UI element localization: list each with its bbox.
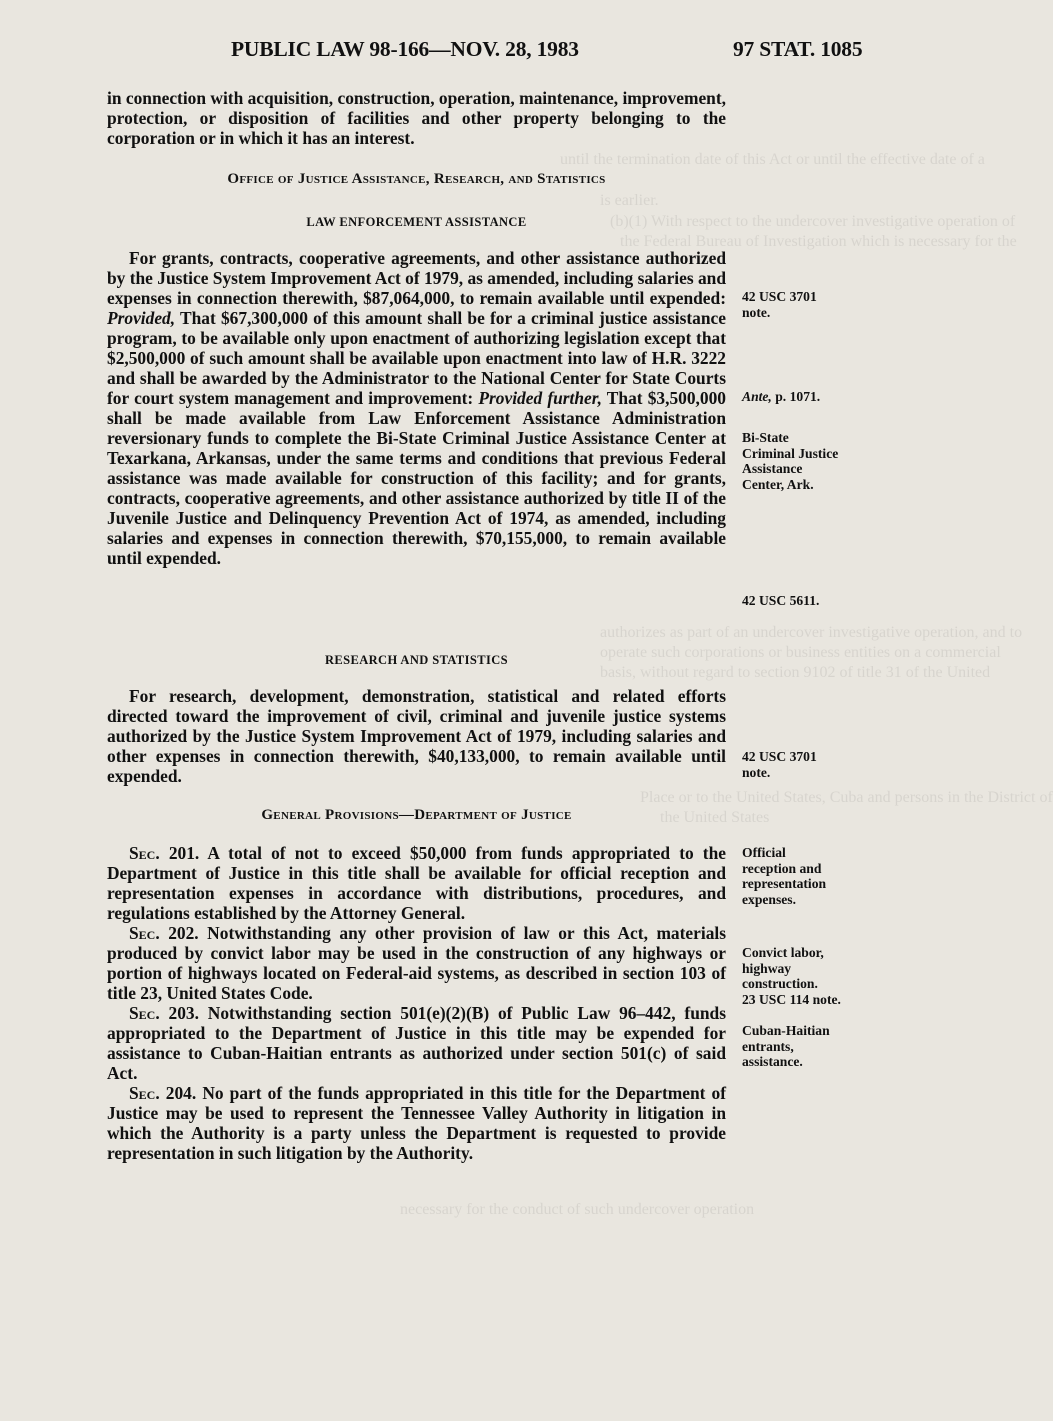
section-label: Sec. 204.	[129, 1083, 197, 1103]
margin-note-line: Assistance	[742, 461, 803, 476]
section-204	[107, 1083, 726, 1163]
bleed-through-line: the United States	[660, 809, 770, 826]
bleed-through-line: basis, without regard to section 9102 of title 31 of the United	[600, 664, 991, 681]
margin-note-convict-labor	[742, 945, 877, 1007]
section-text: A total of not to exceed $50,000 from funds appropriated to the Department of Justice in this title shall be available for official reception and representation expenses in accordance with distributions, procedures, and regulations established by the Attorney General.	[107, 843, 726, 923]
margin-note-line: Center, Ark.	[742, 476, 814, 492]
margin-note-line: entrants,	[742, 1038, 794, 1054]
law-enforcement-paragraph	[107, 248, 726, 568]
margin-note-line: note.	[742, 764, 771, 780]
margin-note-line: construction.	[742, 976, 818, 991]
section-text: No part of the funds appropriated in this title for the Department of Justice may be used to represent the Tennessee Valley Authority in litigation in which the Authority is a party unless the Department is requested to provide representation in such litigation by the Authority.	[107, 1083, 726, 1163]
margin-note-official-reception	[742, 845, 877, 907]
section-201	[107, 843, 726, 923]
margin-note-ante	[742, 389, 877, 405]
margin-note-line: Cuban-Haitian	[742, 1023, 830, 1038]
research-text: For research, development, demonstration, statistical and related efforts directed toward the improvement of civil, criminal and juvenile justice systems authorized by the Justice System Improvement Act of 1979, including salaries and other expenses in connection therewith, $40,133,000, to remain available until expended.	[107, 686, 726, 786]
section-202	[107, 923, 726, 1003]
bleed-through-line: operate such corporations or business entities on a commercial	[600, 644, 1001, 661]
statute-page-number: 97 STAT. 1085	[733, 37, 863, 61]
section-label: Sec. 201.	[129, 843, 200, 863]
bleed-through-line: the Federal Bureau of Investigation which is necessary for the	[620, 233, 1017, 250]
bleed-through-line: is earlier.	[600, 192, 659, 209]
provided-proviso: Provided,	[107, 308, 176, 328]
margin-note-line: 42 USC 3701	[742, 289, 817, 304]
bleed-through-line: until the termination date of this Act or until the effective date of a	[560, 151, 985, 168]
law-enforcement-text-1: For grants, contracts, cooperative agreements, and other assistance authorized by the Justice System Improvement Act of 1979, as amended, including salaries and expenses in connection therewith, $87,064,000, to remain available until expended:	[107, 248, 726, 308]
margin-note-line: Convict labor,	[742, 945, 824, 960]
margin-note-bi-state	[742, 430, 877, 492]
bleed-through-line: necessary for the conduct of such undercover operation	[400, 1201, 755, 1218]
section-label: Sec. 202.	[129, 923, 199, 943]
margin-note-cuban-haitian	[742, 1023, 877, 1070]
margin-note-line: note.	[742, 304, 771, 320]
research-paragraph	[107, 686, 726, 786]
provided-further-proviso: Provided further,	[478, 388, 602, 408]
margin-note-line: Bi-State	[742, 430, 789, 445]
margin-note-line: 42 USC 5611.	[742, 593, 820, 608]
margin-note-line: p. 1071.	[771, 389, 821, 404]
running-header-title: PUBLIC LAW 98-166—NOV. 28, 1983	[231, 37, 579, 61]
office-heading: Office of Justice Assistance, Research, and Statistics	[227, 171, 606, 187]
opening-paragraph: in connection with acquisition, construction, operation, maintenance, improvement, protection, or disposition of facilities and other property belonging to the corporation or in which it has an interest.	[107, 88, 726, 148]
margin-note-line: reception and	[742, 860, 822, 876]
margin-note-line: highway	[742, 960, 792, 976]
research-statistics-heading: RESEARCH AND STATISTICS	[324, 653, 509, 667]
margin-note-italic: Ante,	[742, 389, 772, 404]
margin-note-line: Official	[742, 845, 786, 860]
bleed-through-line: Place or to the United States, Cuba and persons in the District of	[640, 789, 1053, 806]
bleed-through-line: authorizes as part of an undercover investigative operation, and to	[600, 624, 1023, 641]
margin-note-line: 23 USC 114 note.	[742, 991, 841, 1007]
margin-note-42-usc-3701-b	[742, 749, 877, 780]
general-provisions-sections	[107, 843, 726, 1163]
section-203	[107, 1003, 726, 1083]
margin-note-line: assistance.	[742, 1054, 803, 1069]
law-enforcement-text-3: That $3,500,000 shall be made available from Law Enforcement Assistance Administration reversionary funds to complete the Bi-State Criminal Justice Assistance Center at Texarkana, Arkansas, under the same terms and conditions that previous Federal assistance was made available for construction of this facility; and for grants, contracts, cooperative agreements, and other assistance authorized by title II of the Juvenile Justice and Delinquency Prevention Act of 1974, as amended, including salaries and expenses in connection therewith, $70,155,000, to remain available until expended.	[107, 388, 726, 568]
section-label: Sec. 203.	[129, 1003, 199, 1023]
margin-note-line: representation	[742, 876, 827, 891]
bleed-through-line: (b)(1) With respect to the undercover investigative operation of	[610, 213, 1016, 230]
margin-note-line: Criminal Justice	[742, 445, 839, 461]
margin-note-line: expenses.	[742, 891, 796, 907]
margin-note-42-usc-3701	[742, 289, 877, 320]
section-text: Notwithstanding section 501(e)(2)(B) of Public Law 96–442, funds appropriated to the Department of Justice in this title may be expended for assistance to Cuban-Haitian entrants as authorized under section 501(c) of said Act.	[107, 1003, 726, 1083]
section-text: Notwithstanding any other provision of law or this Act, materials produced by convict labor may be used in the construction of any highways or portion of highways located on Federal-aid systems, as described in section 103 of title 23, United States Code.	[107, 923, 726, 1003]
general-provisions-heading: General Provisions—Department of Justice	[261, 807, 572, 823]
law-enforcement-heading: LAW ENFORCEMENT ASSISTANCE	[306, 215, 527, 229]
law-enforcement-text-2: That $67,300,000 of this amount shall be for a criminal justice assistance program, to be available only upon enactment of authorizing legislation except that $2,500,000 of such amount shall be available upon enactment into law of H.R. 3222 and shall be awarded by the Administrator to the National Center for State Courts for court system management and improvement:	[107, 308, 726, 408]
margin-note-42-usc-5611	[742, 593, 877, 609]
margin-note-line: 42 USC 3701	[742, 749, 817, 764]
